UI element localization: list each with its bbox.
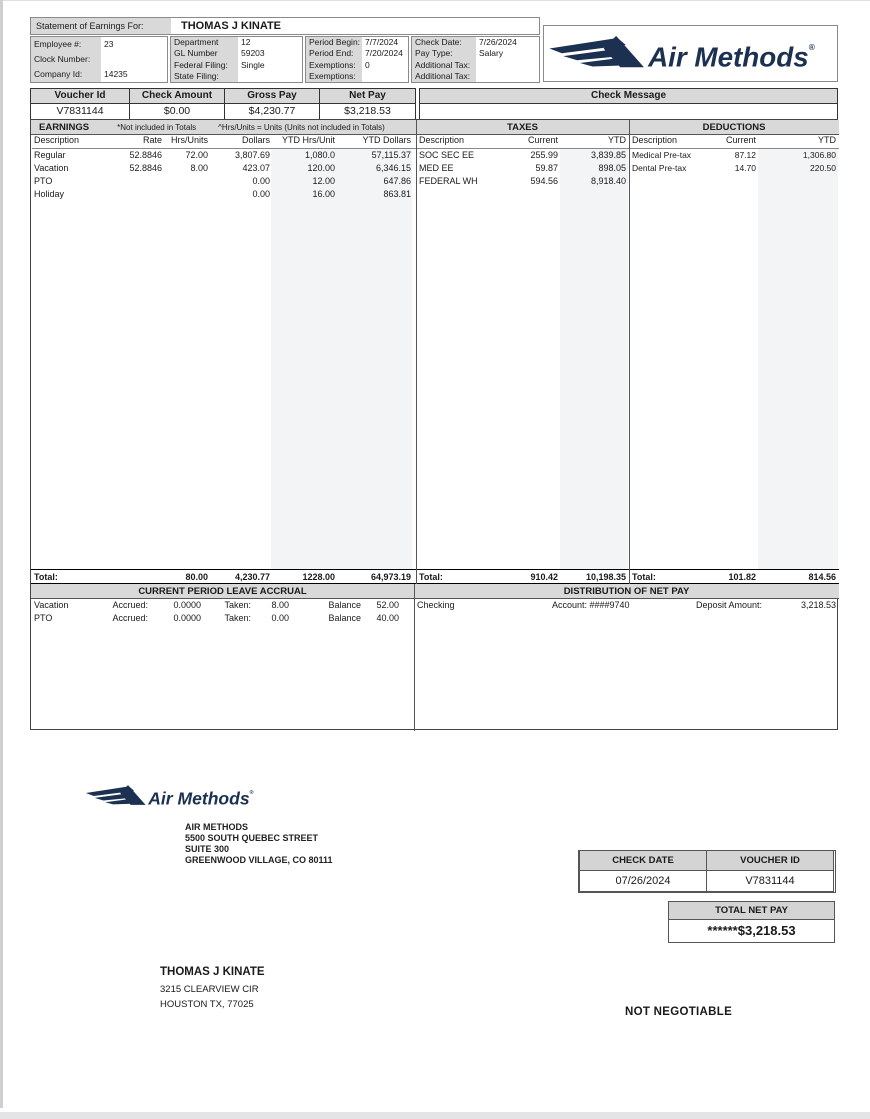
tax-row: MED EE 59.87 898.05 <box>419 163 626 173</box>
check-amount-header: Check Amount <box>129 88 225 104</box>
earnings-row: Vacation 52.8846 8.00 423.07 120.00 6,346.15 <box>34 163 411 173</box>
taxes-panel <box>417 149 629 569</box>
stub-check-date-header: CHECK DATE <box>579 850 707 871</box>
company-address-line3: GREENWOOD VILLAGE, CO 80111 <box>185 855 333 865</box>
gl-number-label: GL Number <box>171 48 238 59</box>
deductions-total: Total: 101.82 814.56 <box>632 572 836 582</box>
clock-number-value <box>101 52 167 67</box>
net-pay-header: Net Pay <box>319 88 416 104</box>
taxes-column-headers: Description Current YTD <box>417 135 629 149</box>
federal-filing-value: Single <box>241 59 265 70</box>
payee-name: THOMAS J KINATE <box>160 966 265 978</box>
company-address-block <box>185 822 333 866</box>
company-address-line2: SUITE 300 <box>185 844 230 854</box>
deductions-section-header: DEDUCTIONS <box>629 120 839 135</box>
check-info-box <box>411 36 540 83</box>
total-net-pay-header: TOTAL NET PAY <box>669 902 834 920</box>
distribution-header: DISTRIBUTION OF NET PAY <box>563 585 690 597</box>
stub-voucher-id-header: VOUCHER ID <box>706 850 834 871</box>
earnings-note1: *Not included in Totals <box>117 122 197 132</box>
check-date-voucher-table <box>578 850 836 893</box>
leave-row: PTO Accrued: 0.0000 Taken: 0.00 Balance 40.00 <box>34 613 399 623</box>
net-pay-value: $3,218.53 <box>319 103 416 120</box>
company-logo <box>548 34 833 74</box>
payee-address-line1: 3215 CLEARVIEW CIR <box>160 984 259 995</box>
earnings-row: Holiday 0.00 16.00 863.81 <box>34 189 411 199</box>
department-value: 12 <box>241 37 251 48</box>
employee-number-value: 23 <box>104 39 114 49</box>
earnings-section-header <box>31 120 416 135</box>
employee-name: THOMAS J KINATE <box>181 20 282 32</box>
exemptions-value: 0 <box>365 59 370 70</box>
additional-tax2-label: Additional Tax: <box>412 71 476 82</box>
gross-pay-value: $4,230.77 <box>224 103 320 120</box>
earnings-total: Total: 80.00 4,230.77 1228.00 64,973.19 <box>34 572 411 582</box>
not-negotiable-label: NOT NEGOTIABLE <box>625 1006 733 1018</box>
company-address-line1: 5500 SOUTH QUEBEC STREET <box>185 833 319 843</box>
taxes-total: Total: 910.42 10,198.35 <box>419 572 626 582</box>
payee-address-block <box>160 966 265 1012</box>
voucher-id-header: Voucher Id <box>30 88 130 104</box>
deduction-row: Medical Pre-tax 87.12 1,306.80 <box>632 150 836 160</box>
state-filing-value <box>238 71 302 82</box>
voucher-id-value: V7831144 <box>30 103 130 120</box>
earnings-note2: ^Hrs/Units = Units (Units not included in Totals) <box>218 122 385 132</box>
total-net-pay-value: ******$3,218.53 <box>669 920 834 942</box>
exemptions2-value <box>362 71 408 82</box>
statement-title-label: Statement of Earnings For: <box>31 18 171 34</box>
department-info-box <box>170 36 303 83</box>
company-id-label: Company Id: <box>31 67 101 82</box>
lower-body <box>31 599 839 731</box>
earnings-taxes-divider <box>416 120 417 584</box>
total-net-pay-box <box>668 901 835 943</box>
exemptions2-label: Exemptions: <box>306 71 362 82</box>
additional-tax2-value <box>476 71 539 82</box>
statement-title-row <box>30 17 540 35</box>
check-amount-value: $0.00 <box>129 103 225 120</box>
additional-tax-value <box>476 60 539 71</box>
company-name: AIR METHODS <box>185 822 248 832</box>
leave-distribution-divider <box>414 584 415 731</box>
company-id-value: 14235 <box>104 69 128 79</box>
taxes-deductions-divider <box>629 120 630 584</box>
employee-info-box <box>30 36 168 83</box>
pay-type-label: Pay Type: <box>412 48 476 59</box>
employee-number-label: Employee #: <box>31 37 101 52</box>
stub-logo <box>85 784 265 814</box>
period-info-box <box>305 36 409 83</box>
additional-tax-label: Additional Tax: <box>412 60 476 71</box>
payee-address-line2: HOUSTON TX, 77025 <box>160 999 254 1010</box>
period-begin-label: Period Begin: <box>306 37 362 48</box>
leave-accrual-panel <box>32 599 414 731</box>
lower-section-headers <box>31 584 839 599</box>
check-date-label: Check Date: <box>412 37 476 48</box>
tax-row: SOC SEC EE 255.99 3,839.85 <box>419 150 626 160</box>
stub-voucher-id-value: V7831144 <box>706 870 834 892</box>
deduction-row: Dental Pre-tax 14.70 220.50 <box>632 163 836 173</box>
check-message-value <box>419 103 838 120</box>
clock-number-label: Clock Number: <box>31 52 101 67</box>
deductions-panel <box>630 149 839 569</box>
page-edge-top <box>0 0 870 1</box>
totals-row <box>31 569 839 584</box>
taxes-section-header: TAXES <box>416 120 629 135</box>
gross-pay-header: Gross Pay <box>224 88 320 104</box>
earnings-row: Regular 52.8846 72.00 3,807.69 1,080.0 57,115.37 <box>34 150 411 160</box>
stub-check-date-value: 07/26/2024 <box>579 870 707 892</box>
distribution-panel <box>415 599 839 731</box>
department-label: Department <box>171 37 238 48</box>
earnings-panel <box>32 149 416 569</box>
gl-number-value: 59203 <box>241 48 265 59</box>
state-filing-label: State Filing: <box>171 71 238 82</box>
company-logo-box <box>543 25 838 82</box>
exemptions-label: Exemptions: <box>306 60 362 71</box>
page-edge-bottom <box>0 1112 870 1119</box>
earnings-column-headers: Description Rate Hrs/Units Dollars YTD Hrs/Unit YTD Dollars <box>32 135 416 149</box>
deductions-column-headers: Description Current YTD <box>630 135 839 149</box>
statement-table <box>30 119 838 730</box>
pay-type-value: Salary <box>479 48 504 59</box>
period-begin-value: 7/7/2024 <box>365 37 399 48</box>
check-message-header: Check Message <box>419 88 838 104</box>
tax-row: FEDERAL WH 594.56 8,918.40 <box>419 176 626 186</box>
company-logo-small <box>85 784 265 809</box>
distribution-row: Checking Account: ####9740 Deposit Amount: 3,218.53 <box>417 600 836 610</box>
leave-row: Vacation Accrued: 0.0000 Taken: 8.00 Balance 52.00 <box>34 600 399 610</box>
period-end-label: Period End: <box>306 48 362 59</box>
statement-body <box>31 149 839 569</box>
leave-accrual-header: CURRENT PERIOD LEAVE ACCRUAL <box>138 585 307 597</box>
earnings-row: PTO 0.00 12.00 647.86 <box>34 176 411 186</box>
earnings-title: EARNINGS <box>39 121 90 133</box>
check-date-value: 7/26/2024 <box>479 37 517 48</box>
page-edge-left <box>0 0 3 1108</box>
period-end-value: 7/20/2024 <box>365 48 403 59</box>
federal-filing-label: Federal Filing: <box>171 60 238 71</box>
